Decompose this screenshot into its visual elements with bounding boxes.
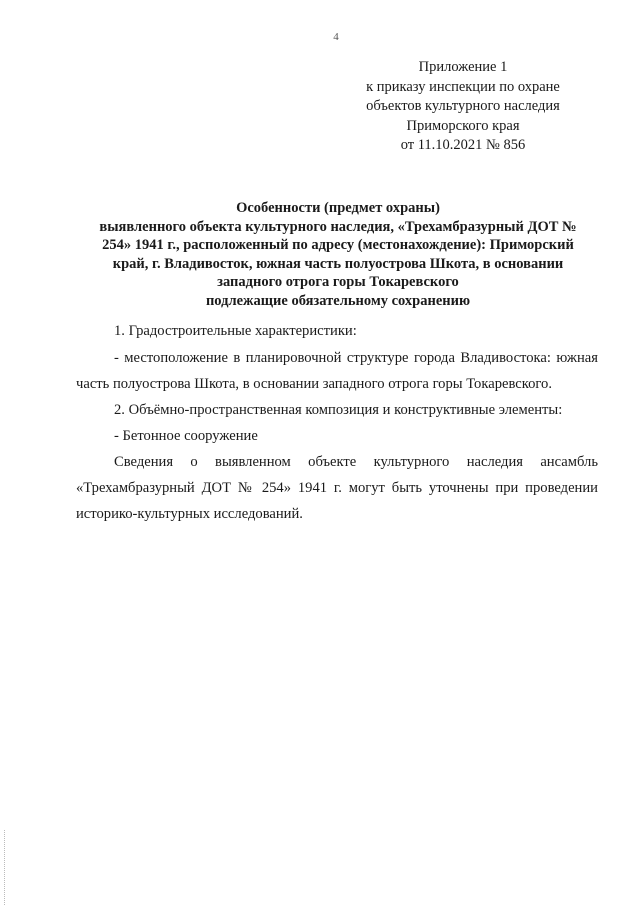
paragraph-urban-characteristics: 1. Градостроительные характеристики: [114, 323, 357, 339]
appendix-line-4: Приморского края [406, 117, 520, 134]
document-body [76, 318, 598, 527]
paragraph-note: Сведения о выявленном объекте культурного наследия ансамбль «Трехамбразурный ДОТ № 254» 1941 г. могут быть уточнены при проведении историко-культурных исследований. [76, 454, 598, 522]
document-title [70, 199, 606, 311]
title-line-5: западного отрога горы Токаревского [217, 274, 459, 291]
title-line-1: Особенности (предмет охраны) [236, 200, 440, 216]
appendix-line-5: от 11.10.2021 № 856 [400, 137, 526, 153]
title-line-6: подлежащие обязательному сохранению [205, 292, 471, 309]
title-line-2: выявленного объекта культурного наследия, «Трехамбразурный ДОТ № [99, 218, 577, 235]
paragraph-concrete-structure: - Бетонное сооружение [114, 428, 258, 444]
title-line-3: 254» 1941 г., расположенный по адресу (местонахождение): Приморский [102, 237, 574, 254]
appendix-line-3: объектов культурного наследия [366, 98, 560, 114]
paragraph-location: - местоположение в планировочной структуре города Владивостока: южная часть полуострова Шкота, в основании западного отрога горы Токаревского. [76, 350, 598, 392]
title-line-4: край, г. Владивосток, южная часть полуострова Шкота, в основании [112, 255, 564, 272]
appendix-line-2: к приказу инспекции по охране [366, 78, 560, 95]
page-number: 4 [333, 31, 339, 43]
paragraph-composition: 2. Объёмно-пространственная композиция и конструктивные элементы: [114, 402, 563, 418]
scan-margin-mark [4, 830, 7, 905]
appendix-line-1: Приложение 1 [418, 59, 508, 75]
appendix-header [340, 58, 586, 156]
